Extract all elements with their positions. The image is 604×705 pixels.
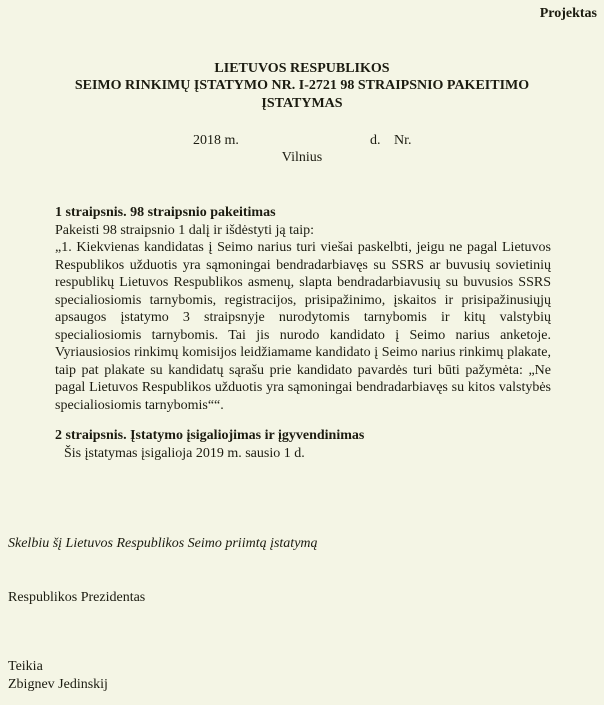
article-2-text: Šis įstatymas įsigalioja 2019 m. sausio 1 d. [64,445,305,461]
article-1-intro: Pakeisti 98 straipsnio 1 dalį ir išdėstyti ją taip: [55,222,314,238]
date-number-label: Nr. [394,133,412,148]
article-2-heading: 2 straipsnis. Įstatymo įsigaliojimas ir įgyvendinimas [55,428,365,443]
law-title-block [0,60,604,112]
law-title-line-2: SEIMO RINKIMŲ ĮSTATYMO NR. I-2721 98 STRAIPSNIO PAKEITIMO [74,78,530,94]
submitted-by-name: Zbignev Jedinskij [8,677,108,692]
date-row [0,133,604,151]
article-1-heading: 1 straipsnis. 98 straipsnio pakeitimas [55,205,276,220]
submitted-by-label: Teikia [8,659,43,674]
date-day-label: d. [370,133,381,148]
president-signature-label: Respublikos Prezidentas [8,590,146,605]
article-1-text: „1. Kiekvienas kandidatas į Seimo narius turi viešai paskelbti, jeigu ne pagal Lietuvos Respublikos užduotis yra sąmoningai bendradarbiavęs su SSRS ar buvusių sovietinių respublikų Lietuvos Respublikos asmenų, slapta bendradarbiavusių su buvusios SSRS specialiosiomis tarnybomis, registracijos, prisipažinimo, įskaitos ir prisipažinusiųjų apsaugos įstatymo 3 straipsnyje nurodytomis tarnybomis ir kitų valstybių specialiosiomis tarnybomis. Tai jis nurodo kandidato į Seimo narius anketoje. Vyriausiosios rinkimų komisijos leidžiamame kandidato į Seimo narius rinkimų plakate, taip pat plakate su kandidatų sąrašu prie kandidato pavardės turi būti pažymėta: „Ne pagal Lietuvos Respublikos užduotis yra sąmoningai bendradarbiavęs su kitos valstybės specialiosiomis tarnybomis““. [55,240,551,413]
city-label: Vilnius [281,150,323,165]
article-2-block [55,427,551,462]
promulgation-statement: Skelbiu šį Lietuvos Respublikos Seimo priimtą įstatymą [8,536,318,551]
document-body [55,204,551,462]
date-year-label: 2018 m. [193,133,239,148]
law-title-line-1: LIETUVOS RESPUBLIKOS [214,61,390,76]
law-title-line-3: ĮSTATYMAS [261,95,343,111]
draft-status-label: Projektas [539,6,597,21]
